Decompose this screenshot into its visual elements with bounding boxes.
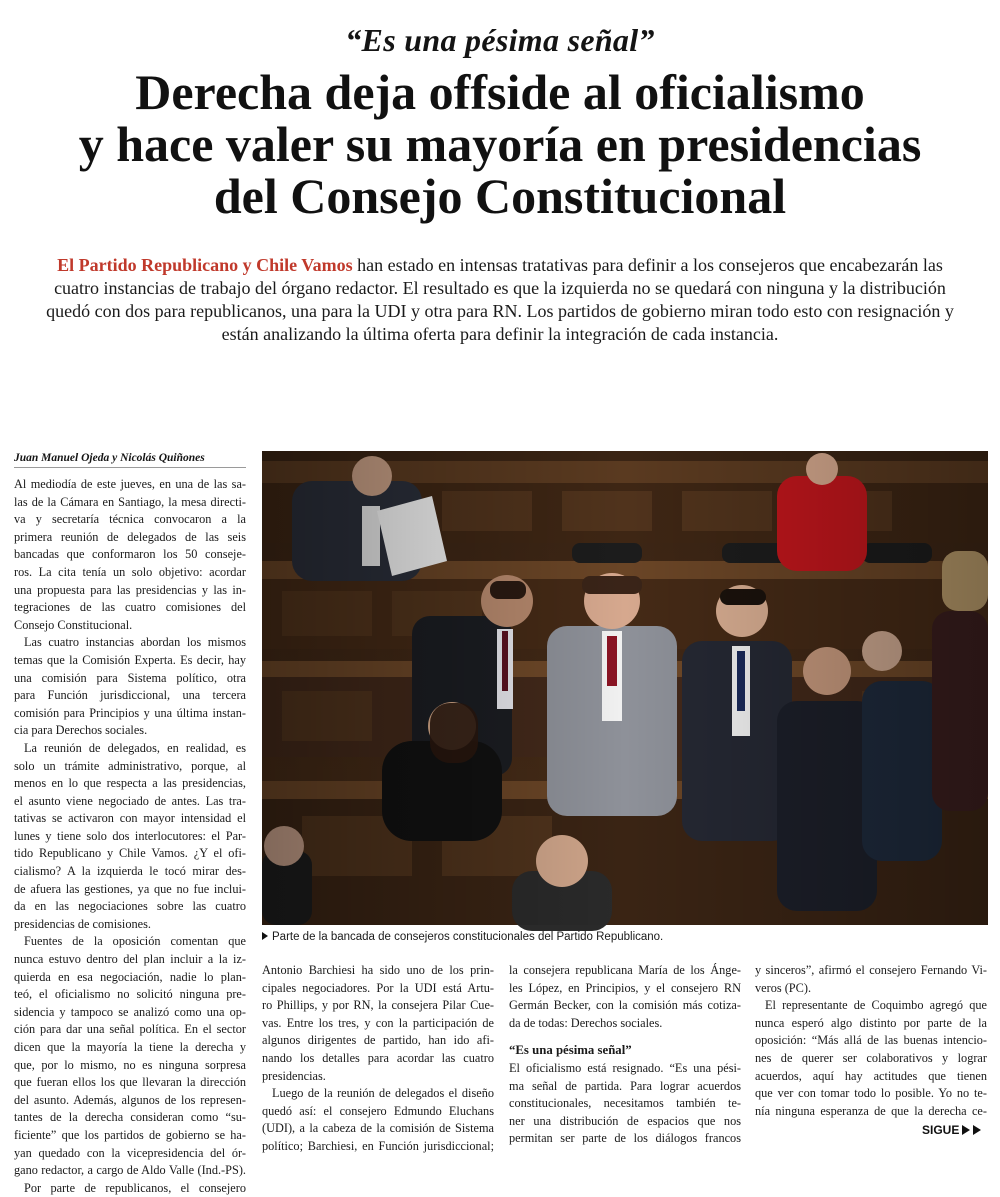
body-line: que ver con tomar todo lo posible. Yo no te-: [755, 1086, 987, 1101]
body-line: que, por lo mismo, no es ninguna sorpresa: [14, 1057, 246, 1072]
subheading: “Es una pésima señal”: [509, 1043, 632, 1058]
body-line: nando los detalles para acordar las cuatro: [262, 1050, 494, 1065]
body-line: presidencias de comisiones.: [14, 916, 151, 931]
article-photo: [262, 451, 988, 925]
body-column-2: [262, 962, 494, 1156]
body-line: una comisión para Sistema político, otra: [14, 670, 246, 685]
body-line: quierda en esa negociación, nadie lo plan-: [14, 969, 246, 984]
body-line: da de todas: Derechos sociales.: [509, 1015, 663, 1030]
body-line: algunos dirigentes de partido, han ido afi-: [262, 1033, 494, 1048]
caption-arrow-icon: [262, 931, 268, 943]
body-line: va y secretaría técnica convocaron a la: [14, 512, 246, 527]
article-lead: [30, 254, 970, 346]
lead-line: están analizando la última oferta para definir la integración de cada instancia.: [221, 324, 779, 344]
body-line: Al mediodía de este jueves, en una de las sa-: [14, 477, 246, 491]
lead-line-rest: han estado en intensas tratativas para definir a los consejeros que encabezarán las: [352, 255, 943, 275]
body-line: ro Phillips, y por RN, la consejera Pilar Cue-: [262, 998, 494, 1013]
body-line: yan quedado con la vicepresidencia del ór-: [14, 1145, 246, 1160]
body-line: ción para dar una señal política. En el sector: [14, 1022, 246, 1037]
lead-line: [30, 254, 970, 277]
body-line: nunca estuvo dentro del plan incluir a la iz-: [14, 952, 246, 967]
body-line: tido Republicano y Chile Vamos. ¿Y el ofi-: [14, 846, 246, 861]
body-line: ros. La cita tenía un solo objetivo: acordar: [14, 564, 246, 579]
photo-caption: [262, 931, 988, 943]
arrow-right-icon: [962, 1125, 970, 1135]
body-line: de afuera las gestiones, ya que no fue inclui-: [14, 881, 246, 896]
body-line: La reunión de delegados, en realidad, es: [24, 740, 246, 755]
body-column-3: [509, 962, 741, 1148]
body-line: les López, en Principios, y el consejero RN: [509, 980, 741, 995]
body-line: solo un trámite administrativo, porque, al: [14, 758, 246, 773]
caption-text: Parte de la bancada de consejeros constitucionales del Partido Republicano.: [272, 931, 664, 943]
body-line: temas que la Comisión Experta. Es decir, hay: [14, 652, 246, 667]
body-line: el asunto viene negociado de antes. Las tra-: [14, 793, 246, 808]
body-line: bancadas que conformaron los 50 conseje-: [14, 547, 246, 562]
body-line: Consejo Constitucional.: [14, 617, 133, 632]
body-line: tativas se activaron con mayor intensidad el: [14, 811, 246, 826]
headline-line: Derecha deja offside al oficialismo: [135, 64, 865, 120]
arrow-right-icon: [973, 1125, 981, 1135]
body-line: tegraciones de las cuatro comisiones del: [14, 600, 246, 615]
body-line: cialismo? A la izquierda le tocó mirar des-: [14, 864, 246, 879]
body-line: la consejera republicana María de los Ánge-: [509, 963, 741, 977]
body-line: dicen que la mayoría la tiene la derecha y: [14, 1040, 246, 1054]
body-line: nía ninguna esperanza de que la derecha ce-: [755, 1103, 987, 1118]
body-line: primera reunión de delegados de las seis: [14, 529, 246, 544]
body-line: que fueran ellos los que llevaran la dirección: [14, 1075, 246, 1090]
body-line: y sinceros”, afirmó el consejero Fernando Vi-: [755, 963, 987, 977]
body-line: teó, el oficialismo no solicitó ninguna pre-: [14, 987, 246, 1002]
body-line: Germán Becker, con la comisión más cotiza-: [509, 998, 741, 1013]
spacer: [509, 1032, 741, 1042]
body-line: comisión para Principios y una última instan-: [14, 705, 246, 720]
photo-illustration: [262, 451, 988, 925]
body-line: constitucionales, necesitamos también te-: [509, 1096, 741, 1111]
body-line: Antonio Barchiesi ha sido uno de los prin-: [262, 963, 494, 977]
body-line: Por parte de republicanos, el consejero: [24, 1180, 246, 1195]
article-kicker: “Es una pésima señal”: [345, 22, 655, 58]
body-line: nunca esperó algo distinto por parte de la: [755, 1015, 987, 1030]
body-column-1: [14, 476, 246, 1197]
article-headline: [0, 66, 1000, 222]
body-line: lunes y tiene solo dos interlocutores: el Par-: [14, 828, 246, 843]
body-line: ner una distribución de espacios que nos: [509, 1113, 741, 1128]
body-line: presidencias.: [262, 1068, 326, 1083]
headline-line: y hace valer su mayoría en presidencias: [78, 116, 922, 172]
lead-line: cuatro instancias de trabajo del órgano redactor. El resultado es que la izquierda no se quedará con ninguna y la distribución: [54, 278, 946, 298]
body-line: menos en lo que respecta a las presidencias,: [14, 776, 246, 791]
body-line: del asunto. Además, algunos de los represen-: [14, 1092, 246, 1107]
body-line: El oficialismo está resignado. “Es una pési-: [509, 1060, 741, 1075]
body-line: para Función jurisdiccional, una tercera: [14, 688, 246, 703]
continue-marker[interactable]: [922, 1123, 981, 1137]
body-column-4: [755, 962, 987, 1120]
headline-line: del Consejo Constitucional: [213, 168, 787, 224]
body-line: quedó así: el consejero Edmundo Eluchans: [262, 1103, 494, 1118]
body-line: oposición: “Más allá de las buenas intencio-: [755, 1033, 987, 1048]
body-line: Luego de la reunión de delegados el diseño: [272, 1086, 494, 1101]
body-line: veros (PC).: [755, 980, 812, 995]
body-line: nes de querer ser colaborativos y lograr: [755, 1050, 987, 1065]
byline: Juan Manuel Ojeda y Nicolás Quiñones: [14, 452, 246, 468]
body-line: Fuentes de la oposición comentan que: [24, 934, 246, 949]
body-line: cia para Derechos sociales.: [14, 723, 148, 738]
body-line: tantes de la derecha consideran como “su-: [14, 1110, 246, 1125]
body-line: político; Barchiesi, en Función jurisdiccional;: [262, 1138, 494, 1153]
body-line: ficiente” que los partidos de gobierno se ha-: [14, 1127, 246, 1142]
body-line: ma señal de partida. Para lograr acuerdos: [509, 1078, 741, 1093]
body-line: sidencia y tampoco se analizó como una op-: [14, 1004, 246, 1019]
continue-label: SIGUE: [922, 1123, 960, 1137]
lead-line: quedó con dos para republicanos, una para la UDI y otra para RN. Los partidos de gobierno miran todo esto con resignación y: [46, 301, 954, 321]
body-line: gano redactor, a cargo de Aldo Valle (Ind.-PS).: [14, 1163, 246, 1178]
body-line: (UDI), a la cabeza de la comisión de Sistema: [262, 1121, 494, 1136]
body-line: da en las negociaciones sobre las cuatro: [14, 899, 246, 914]
body-line: El representante de Coquimbo agregó que: [765, 998, 987, 1013]
body-line: las de la Cámara en Santiago, la mesa directi-: [14, 494, 246, 509]
body-line: permitan ser parte de los diálogos francos: [509, 1131, 741, 1146]
body-line: una propuesta para las presidencias y las in-: [14, 582, 246, 597]
body-line: vas. Entre los tres, y con la participación de: [262, 1015, 494, 1030]
body-line: acuerdos, aquí hay actitudes que tienen: [755, 1068, 987, 1083]
body-line: cipales negociadores. Por la UDI está Artu-: [262, 980, 494, 995]
body-line: Las cuatro instancias abordan los mismos: [24, 635, 246, 650]
lead-highlight: El Partido Republicano y Chile Vamos: [57, 255, 353, 275]
